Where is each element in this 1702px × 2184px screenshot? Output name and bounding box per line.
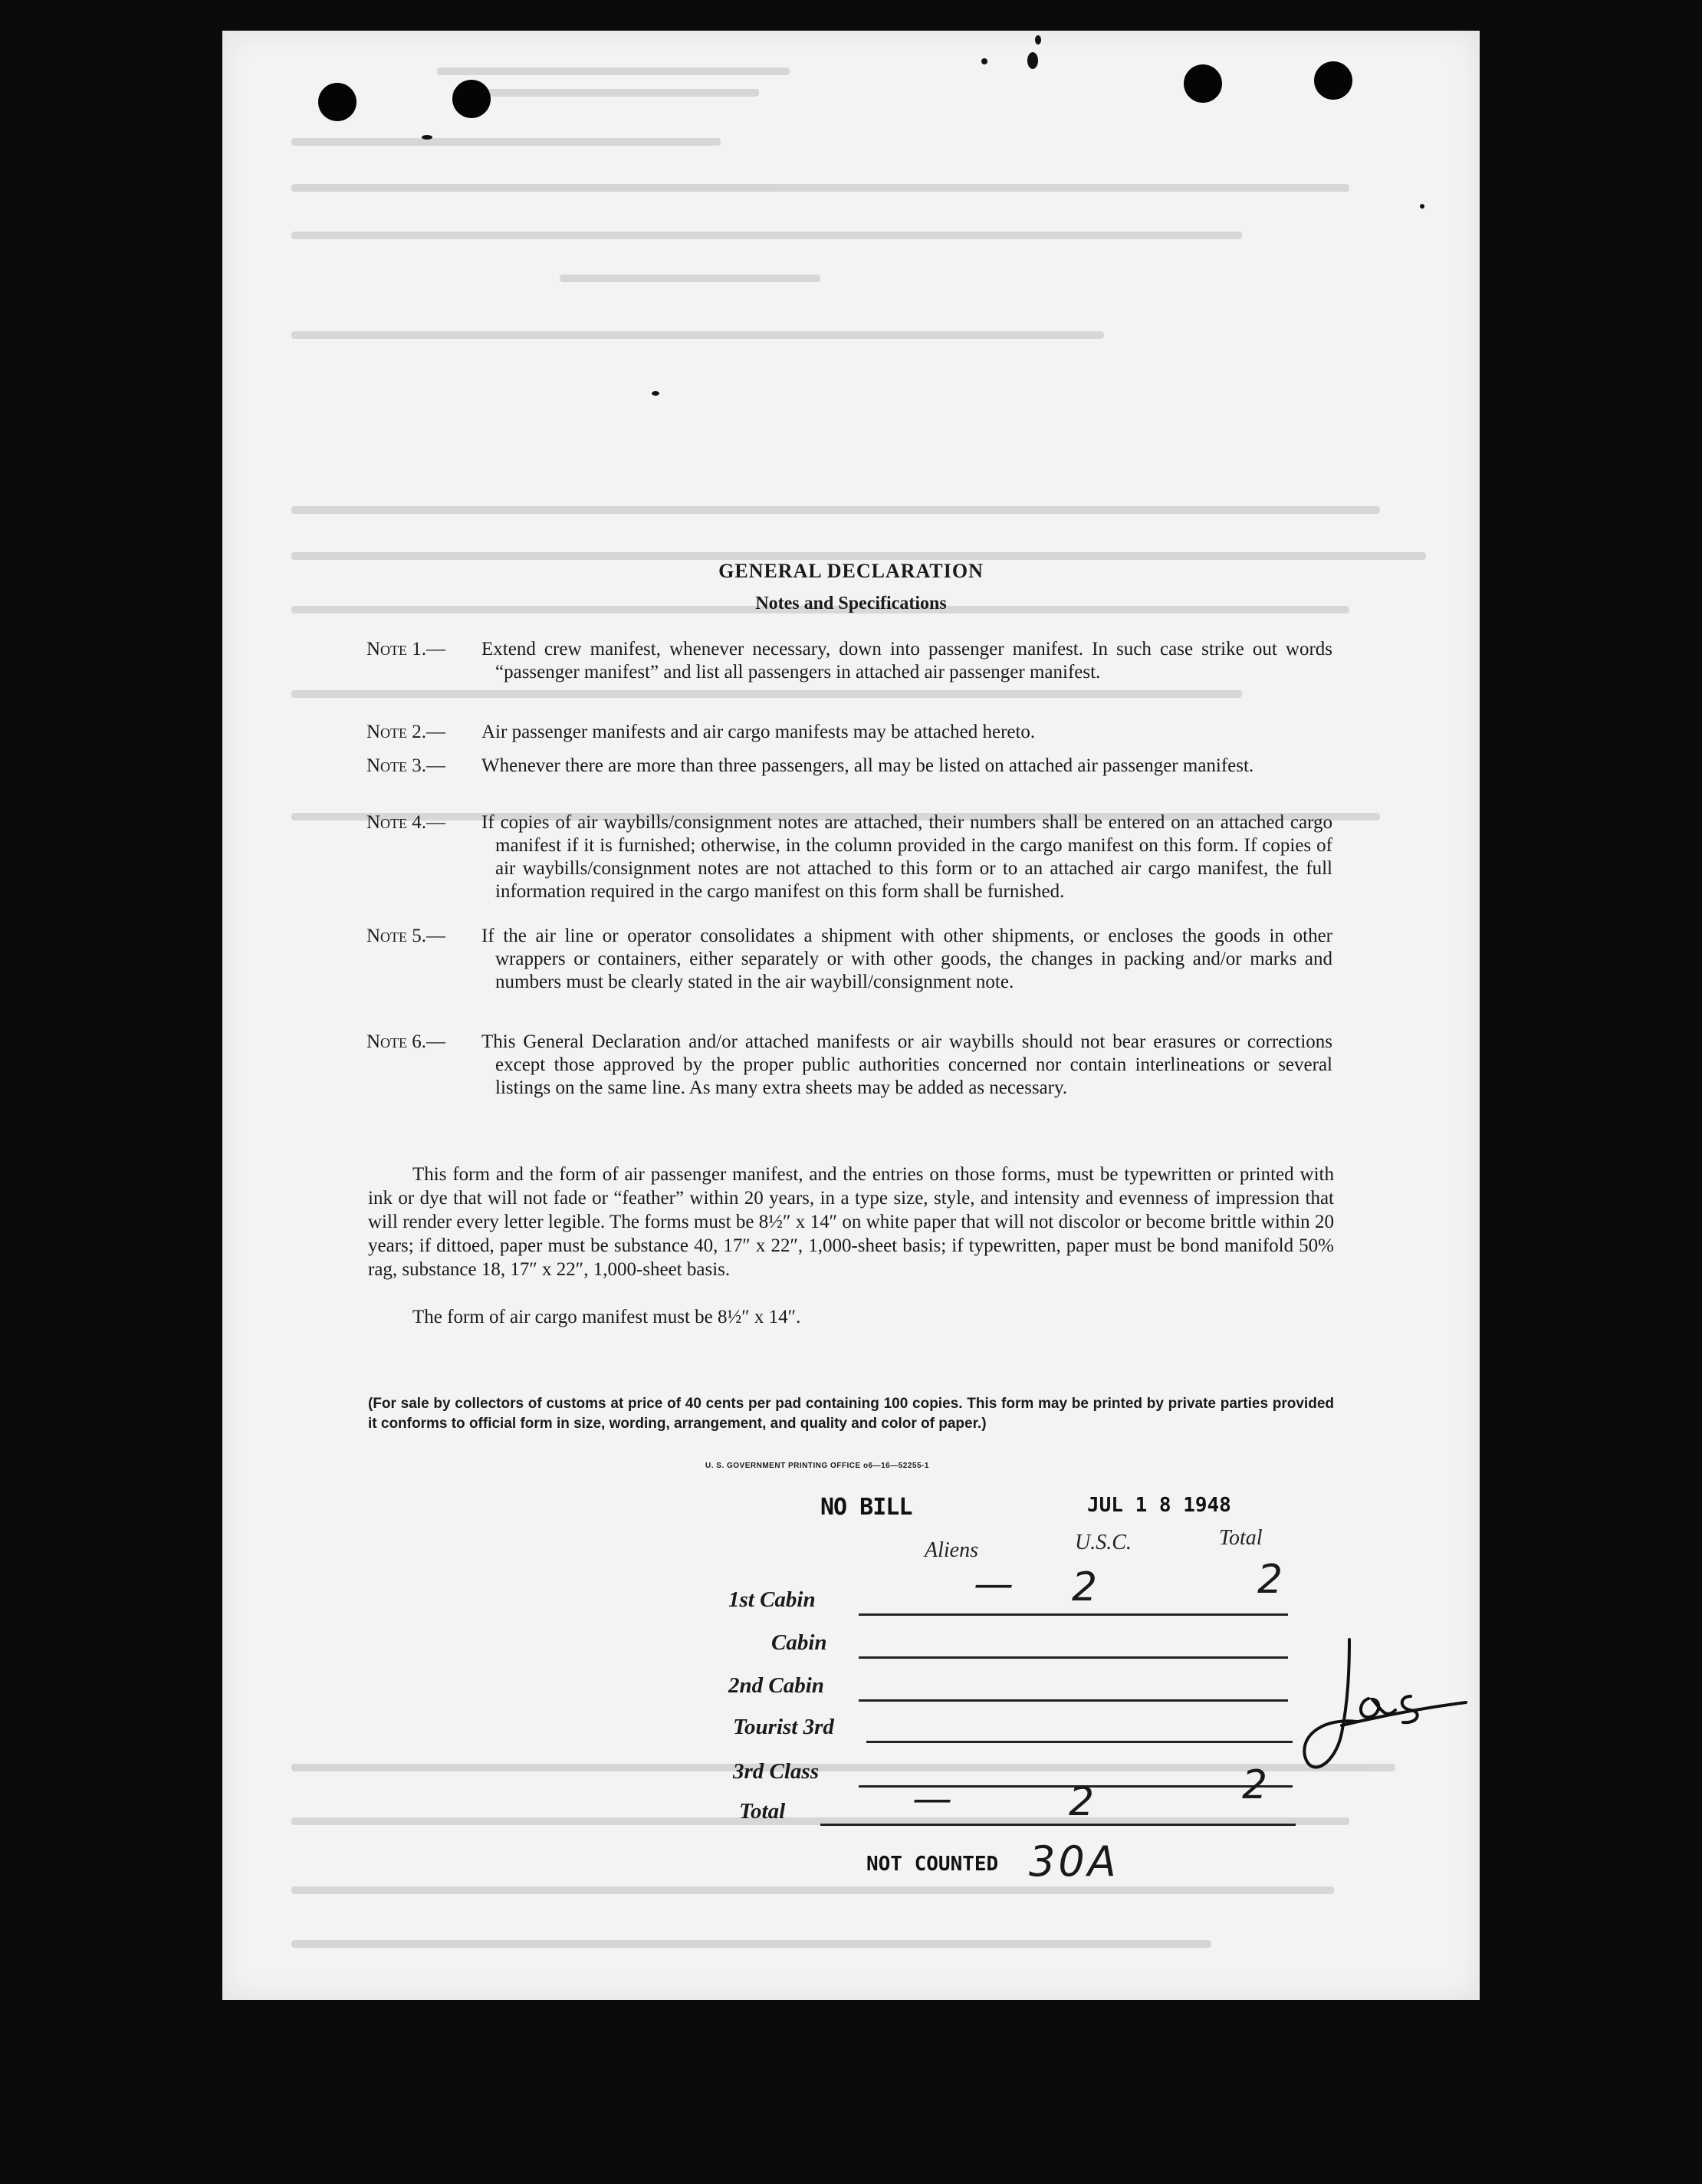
note-label: Note 5.: [366, 926, 427, 946]
row-line: [859, 1699, 1288, 1702]
total-total: 2: [1242, 1762, 1268, 1808]
note-label: Note 2.: [366, 722, 427, 742]
sale-note: (For sale by collectors of customs at price of 40 cents per pad containing 100 copies. This form may be printed by private parties provided it conforms to official form in size, wording, arrangement, and quality and color of paper.): [368, 1396, 1334, 1432]
total-header: Total: [1219, 1526, 1263, 1550]
handwritten-initials: [1296, 1626, 1472, 1810]
ink-speck: [1420, 204, 1424, 209]
row-line: [859, 1656, 1288, 1659]
ink-speck: [422, 135, 432, 140]
note-6: Note 6.— This General Declaration and/or attached manifests or air waybills should not bear erasures or corrections except those approved by the proper public authorities concerned nor contain interlineations or several listings on the same line. As many extra sheets may be added as necessary.: [366, 1031, 1332, 1098]
no-bill-stamp: NO BILL: [820, 1494, 912, 1521]
note-3: Note 3.— Whenever there are more than three passengers, all may be listed on attached air passenger manifest.: [366, 755, 1332, 778]
aliens-header: Aliens: [925, 1538, 978, 1562]
note-1: Note 1.— Extend crew manifest, whenever necessary, down into passenger manifest. In such case strike out words “passenger manifest” and list all passengers in attached air passenger manifest.: [366, 639, 1332, 682]
note-2: Note 2.— Air passenger manifests and air cargo manifests may be attached hereto.: [366, 721, 1332, 744]
note-text: This General Declaration and/or attached manifests or air waybills should not bear erasures or corrections except those approved by the proper public authorities concerned nor contain interlineations or several listings on the same line. As many extra sheets may be added as necessary.: [481, 1031, 1332, 1098]
note-5: Note 5.— If the air line or operator consolidates a shipment with other shipments, or encloses the goods in other wrappers or containers, either separately or with other goods, the changes in packing and/or marks and numbers must be clearly stated in the air waybill/consignment note.: [366, 926, 1332, 992]
row-label-cabin: Cabin: [771, 1630, 827, 1655]
row-line: [820, 1824, 1296, 1826]
handwritten-code: 30A: [1029, 1837, 1119, 1886]
not-counted-stamp: NOT COUNTED: [866, 1853, 999, 1876]
row-line: [866, 1741, 1293, 1743]
note-label: Note 3.: [366, 755, 427, 776]
punch-hole: [452, 80, 491, 118]
ink-speck: [1027, 52, 1038, 69]
total-usc: 2: [1069, 1779, 1095, 1825]
note-text: Whenever there are more than three passengers, all may be listed on attached air passenger manifest.: [481, 755, 1254, 776]
ink-speck: [1035, 35, 1041, 44]
page-title: GENERAL DECLARATION: [718, 560, 984, 582]
row-label-tourist: Tourist 3rd: [733, 1715, 834, 1739]
form-specification-paragraph: This form and the form of air passenger manifest, and the entries on those forms, must be typewritten or printed with ink or dye that will not fade or “feather” within 20 years, in a type size, style, and intensity and evenness of impression that will render every letter legible. The forms must be 8½″ x 14″ on white paper that will not discolor or become brittle within 20 years; if dittoed, paper must be substance 40, 17″ x 22″, 1,000-sheet basis; if typewritten, paper must be bond manifold 50% rag, substance 18, 17″ x 22″, 1,000-sheet basis.: [368, 1164, 1334, 1280]
bleed-through-text: [222, 31, 1480, 2000]
note-text: Air passenger manifests and air cargo manifests may be attached hereto.: [481, 722, 1036, 742]
ink-speck: [652, 391, 659, 396]
row-line: [859, 1613, 1288, 1616]
first-cabin-usc: 2: [1072, 1564, 1098, 1610]
total-aliens: —: [912, 1776, 952, 1822]
row-label-total: Total: [739, 1799, 786, 1824]
punch-hole: [1184, 64, 1222, 103]
note-text: If the air line or operator consolidates a shipment with other shipments, or encloses the goods in other wrappers or containers, either separately or with other goods, the changes in packing and/or marks and numbers must be clearly stated in the air waybill/consignment note.: [481, 926, 1332, 992]
punch-hole: [318, 83, 356, 121]
punch-hole: [1314, 61, 1352, 100]
note-label: Note 1.: [366, 639, 427, 659]
note-label: Note 6.: [366, 1031, 427, 1052]
date-stamp: JUL 1 8 1948: [1087, 1494, 1231, 1517]
ink-speck: [981, 58, 987, 64]
note-label: Note 4.: [366, 812, 427, 833]
first-cabin-total: 2: [1257, 1557, 1283, 1603]
note-4: Note 4.— If copies of air waybills/consignment notes are attached, their numbers shall be entered on an attached cargo manifest if it is furnished; otherwise, in the column provided in the cargo manifest on this form. If copies of air waybills/consignment notes are not attached to this form or to an attached air cargo manifest, the full information required in the cargo manifest on this form shall be furnished.: [366, 812, 1332, 902]
row-label-second-cabin: 2nd Cabin: [728, 1673, 824, 1698]
cargo-manifest-size-note: The form of air cargo manifest must be 8½″ x 14″.: [412, 1307, 801, 1327]
note-text: If copies of air waybills/consignment notes are attached, their numbers shall be entered on an attached cargo manifest if it is furnished; otherwise, in the column provided in the cargo manifest on this form. If copies of air waybills/consignment notes are not attached to this form or to an attached air cargo manifest, the full information required in the cargo manifest on this form shall be furnished.: [481, 812, 1332, 902]
gpo-imprint: U. S. GOVERNMENT PRINTING OFFICE o6—16—52255-1: [705, 1462, 929, 1470]
row-label-third-class: 3rd Class: [733, 1759, 820, 1784]
document-page: [222, 31, 1480, 2000]
first-cabin-aliens: —: [974, 1561, 1014, 1607]
page-subtitle: Notes and Specifications: [755, 594, 947, 613]
note-text: Extend crew manifest, whenever necessary, down into passenger manifest. In such case strike out words “passenger manifest” and list all passengers in attached air passenger manifest.: [481, 639, 1332, 682]
row-label-first-cabin: 1st Cabin: [728, 1587, 816, 1612]
usc-header: U.S.C.: [1075, 1531, 1132, 1554]
